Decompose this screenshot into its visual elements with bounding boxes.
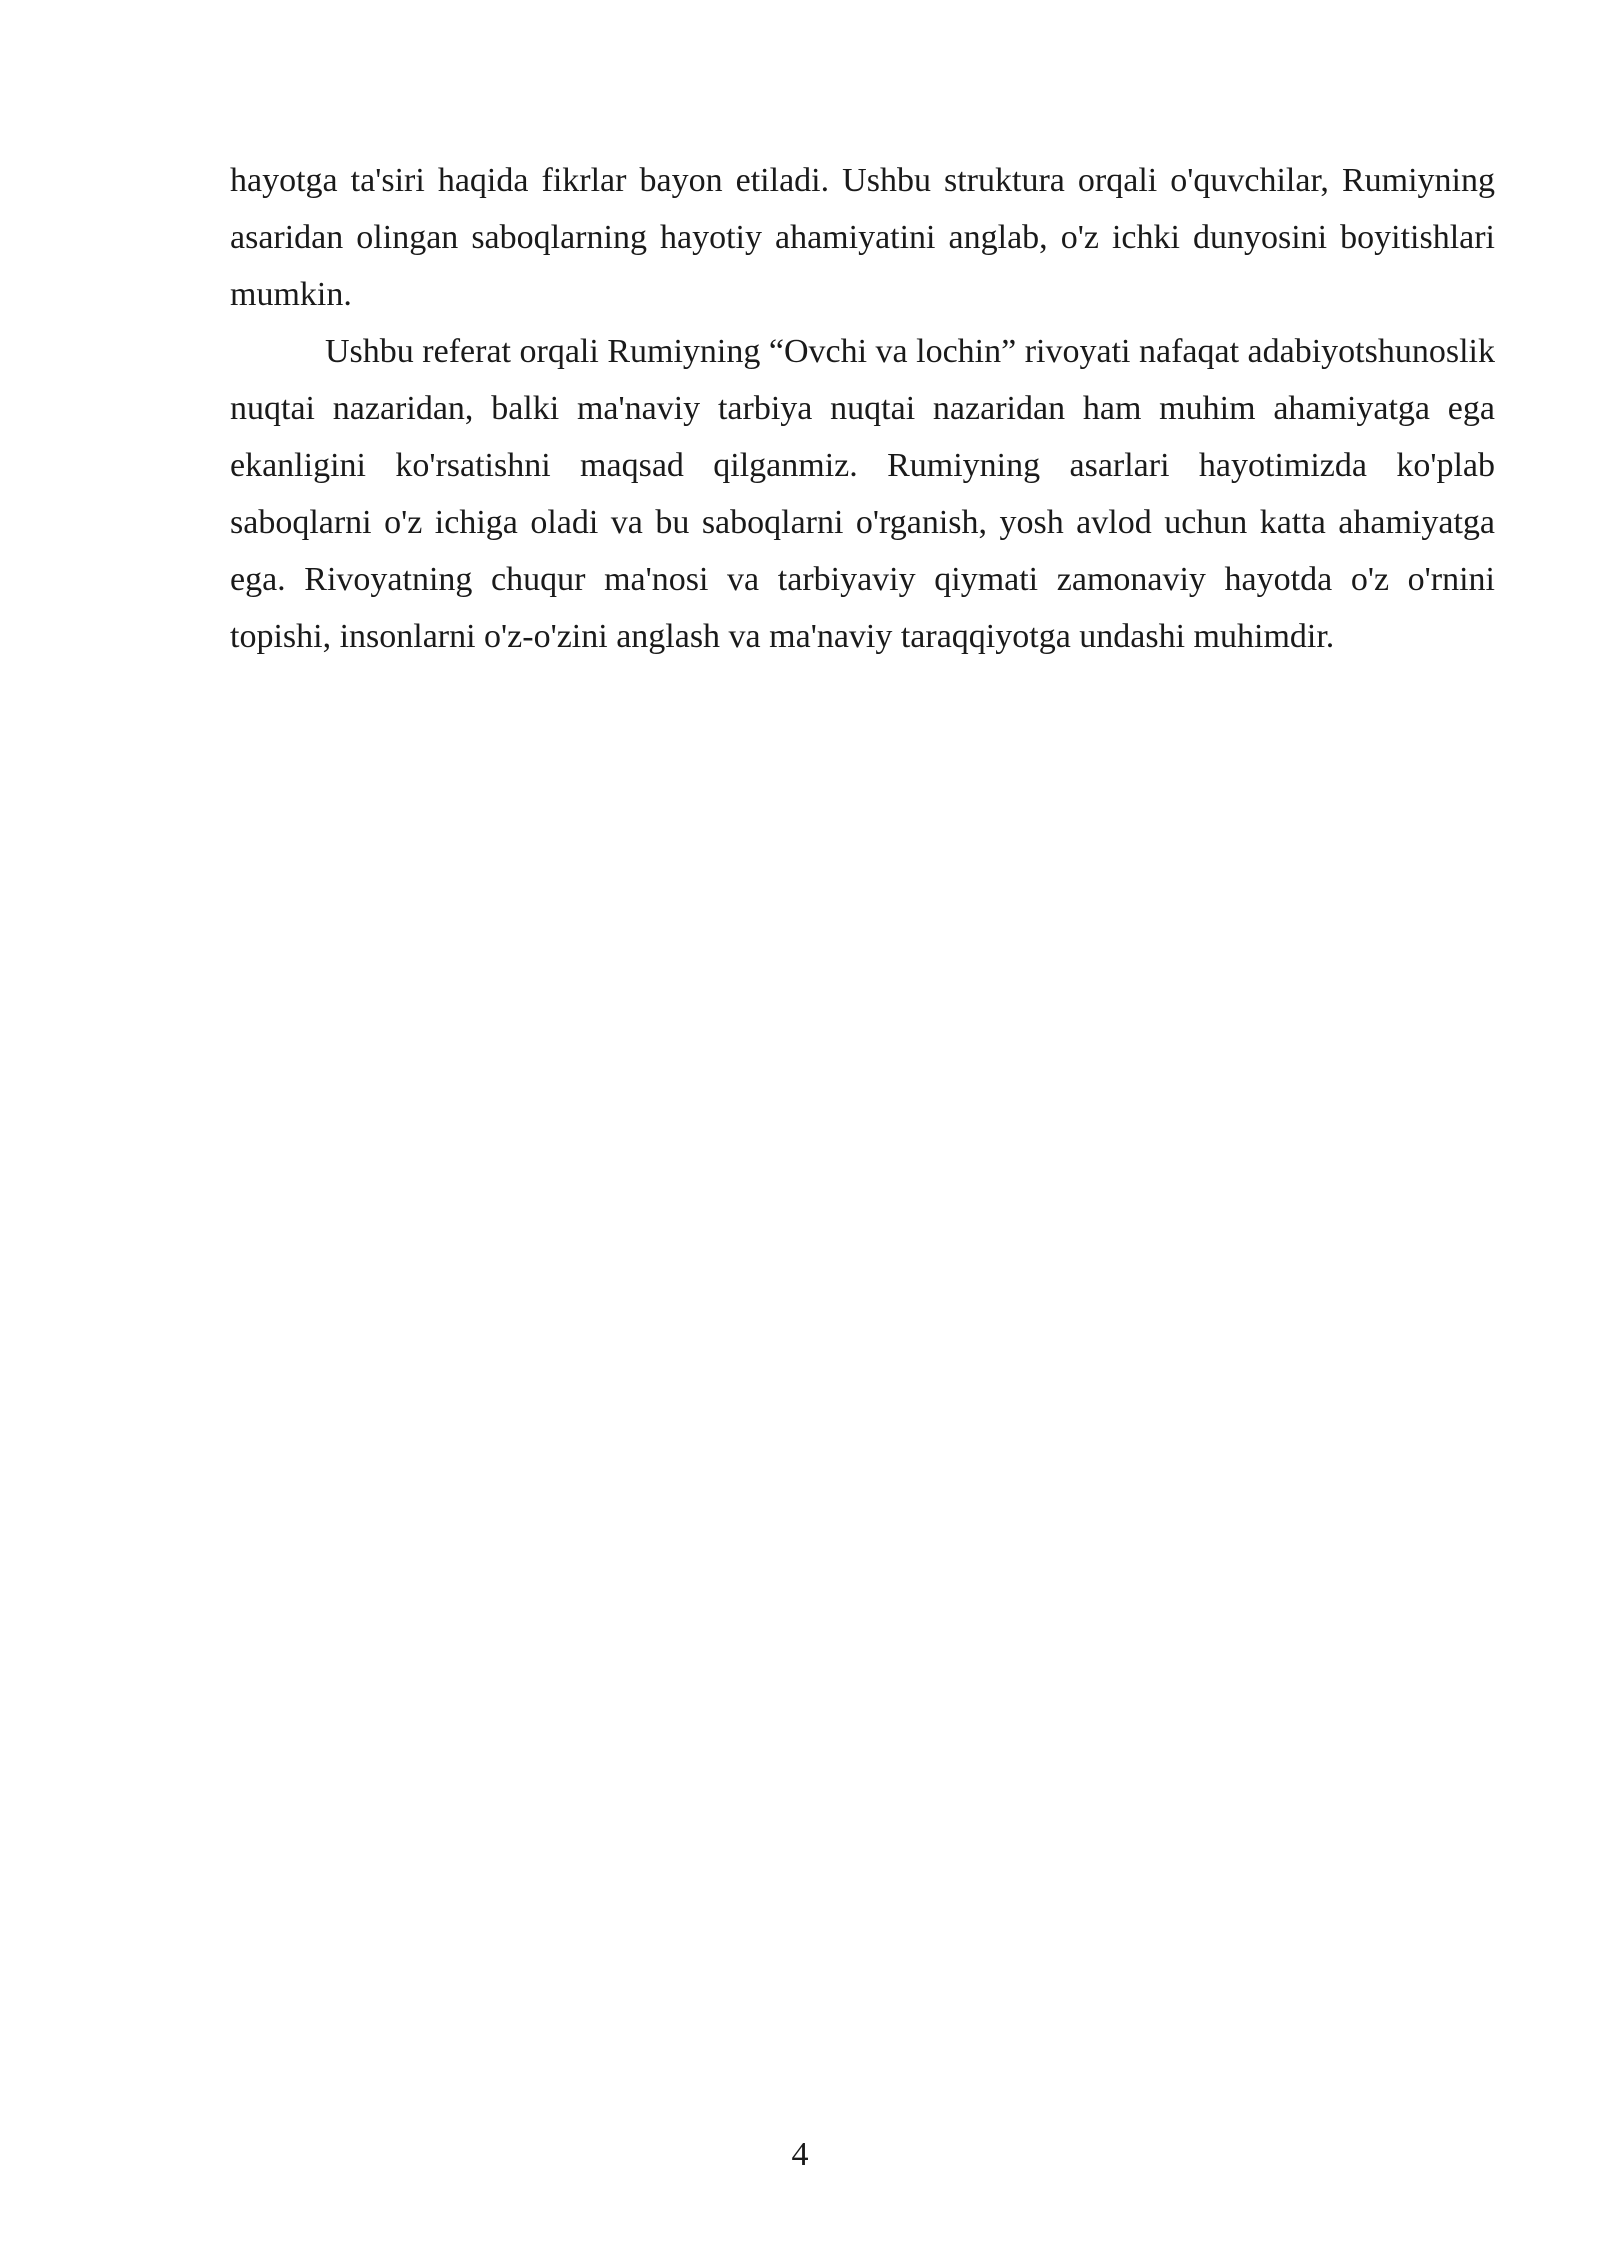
body-text bbox=[230, 152, 1495, 665]
paragraph-conclusion: Ushbu referat orqali Rumiyning “Ovchi va lochin” rivoyati nafaqat adabiyotshunoslik nuqtai nazaridan, balki ma'naviy tarbiya nuqtai nazaridan ham muhim ahamiyatga ega ekanligini ko'rsatishni maqsad qilganmiz. Rumiyning asarlari hayotimizda ko'plab saboqlarni o'z ichiga oladi va bu saboqlarni o'rganish, yosh avlod uchun katta ahamiyatga ega. Rivoyatning chuqur ma'nosi va tarbiyaviy qiymati zamonaviy hayotda o'z o'rnini topishi, insonlarni o'z-o'zini anglash va ma'naviy taraqqiyotga undashi muhimdir. bbox=[230, 333, 1495, 655]
paragraph-continuation: hayotga ta'siri haqida fikrlar bayon etiladi. Ushbu struktura orqali o'quvchilar, Rumiyning asaridan olingan saboqlarning hayotiy ahamiyatini anglab, o'z ichki dunyosini boyitishlari mumkin. bbox=[230, 162, 1495, 313]
page-number: 4 bbox=[791, 2136, 809, 2173]
